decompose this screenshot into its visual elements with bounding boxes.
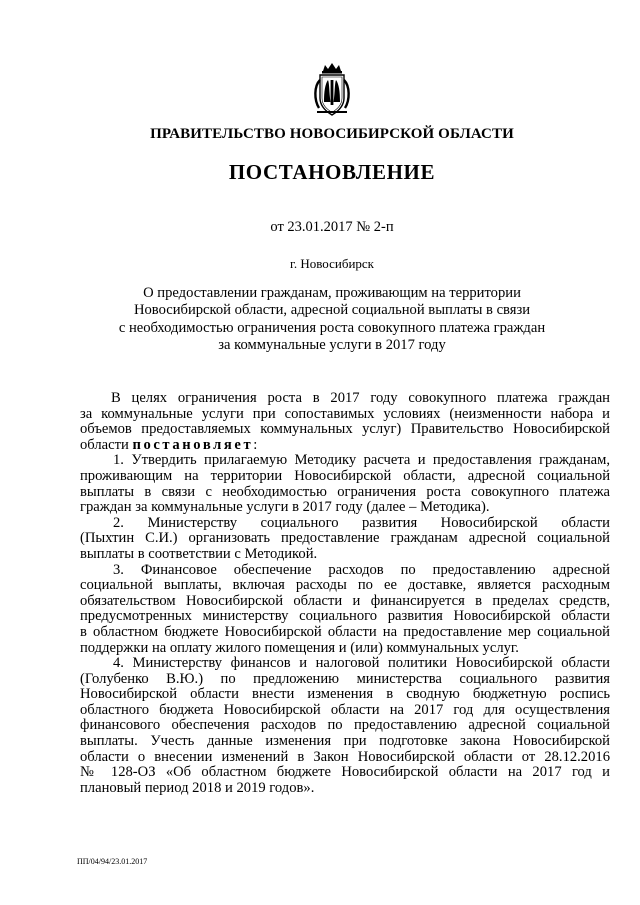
body-line: (Голубенко В.Ю.) по предложению министерства социального развития (80, 670, 610, 687)
resolution-keyword: постановляет (132, 436, 254, 453)
document-body (80, 391, 610, 796)
subject-line: О предоставлении гражданам, проживающим на территории (143, 285, 521, 301)
body-line: выплаты. Учесть данные изменения при подготовке закона Новосибирской (80, 733, 610, 750)
body-line: проживающим на территории Новосибирской области, адресной социальной (80, 467, 610, 484)
preamble-prefix: области (80, 436, 129, 453)
body-line: 2. Министерству социального развития Новосибирской области (113, 514, 610, 531)
body-line: в областном бюджете Новосибирской области на предоставление мер социальной (80, 623, 610, 640)
body-line: 4. Министерству финансов и налоговой политики Новосибирской области (113, 655, 610, 672)
preamble-suffix: : (253, 436, 258, 453)
city: г. Новосибирск (289, 256, 374, 271)
body-line: областного бюджета Новосибирской области на 2017 год для осуществления (80, 701, 610, 718)
body-line: предусмотренных министерству социального развития Новосибирской области (80, 608, 610, 625)
coat-of-arms-icon (310, 62, 354, 118)
government-name: ПРАВИТЕЛЬСТВО НОВОСИБИРСКОЙ ОБЛАСТИ (150, 126, 514, 142)
subject-line: с необходимостью ограничения роста совокупного платежа граждан (118, 319, 546, 336)
subject-line: за коммунальные услуги в 2017 году (218, 336, 446, 353)
body-line: поддержки на оплату жилого помещения и (или) коммунальных услуг. (80, 639, 519, 656)
body-line: 1. Утвердить прилагаемую Методику расчета и предоставления гражданам, (113, 452, 610, 469)
body-line: (Пыхтин С.И.) организовать предоставление гражданам адресной социальной (80, 530, 610, 547)
body-line: за коммунальные услуги при сопоставимых условиях (неизменности набора и (80, 405, 610, 422)
body-line: 3. Финансовое обеспечение расходов по предоставлению адресной (113, 561, 610, 578)
document-code: ПП/04/94/23.01.2017 (77, 857, 148, 866)
body-line: Новосибирской области внести изменения в сводную бюджетную роспись (80, 686, 610, 703)
date-number: от 23.01.2017 № 2-п (270, 219, 394, 235)
body-line: социальной выплаты, включая расходы по ее доставке, является расходным (80, 577, 610, 594)
body-line: выплаты в соответствии с Методикой. (80, 545, 318, 562)
body-line: граждан за коммунальные услуги в 2017 году (далее – Методика). (80, 499, 490, 516)
subject-line: Новосибирской области, адресной социальной выплаты в связи (133, 302, 531, 319)
body-line (80, 438, 610, 454)
document-type-title: ПОСТАНОВЛЕНИЕ (228, 160, 436, 184)
body-line: финансового обеспечения расходов по предоставлению адресной социальной (80, 717, 610, 734)
body-line: выплаты в связи с необходимостью ограничения роста совокупного платежа (80, 483, 610, 500)
body-line: № 128-ОЗ «Об областном бюджете Новосибирской области на 2017 год и (80, 764, 610, 781)
body-line: плановый период 2018 и 2019 годов». (80, 779, 315, 796)
body-line: В целях ограничения роста в 2017 году совокупного платежа граждан (111, 390, 610, 406)
body-line: области о внесении изменений в Закон Новосибирской области от 28.12.2016 (80, 748, 610, 765)
body-line: обязательством Новосибирской области и финансируется в пределах средств, (80, 592, 610, 609)
body-line: объемов предоставляемых коммунальных услуг) Правительство Новосибирской (80, 421, 610, 438)
document-subject (0, 285, 640, 354)
